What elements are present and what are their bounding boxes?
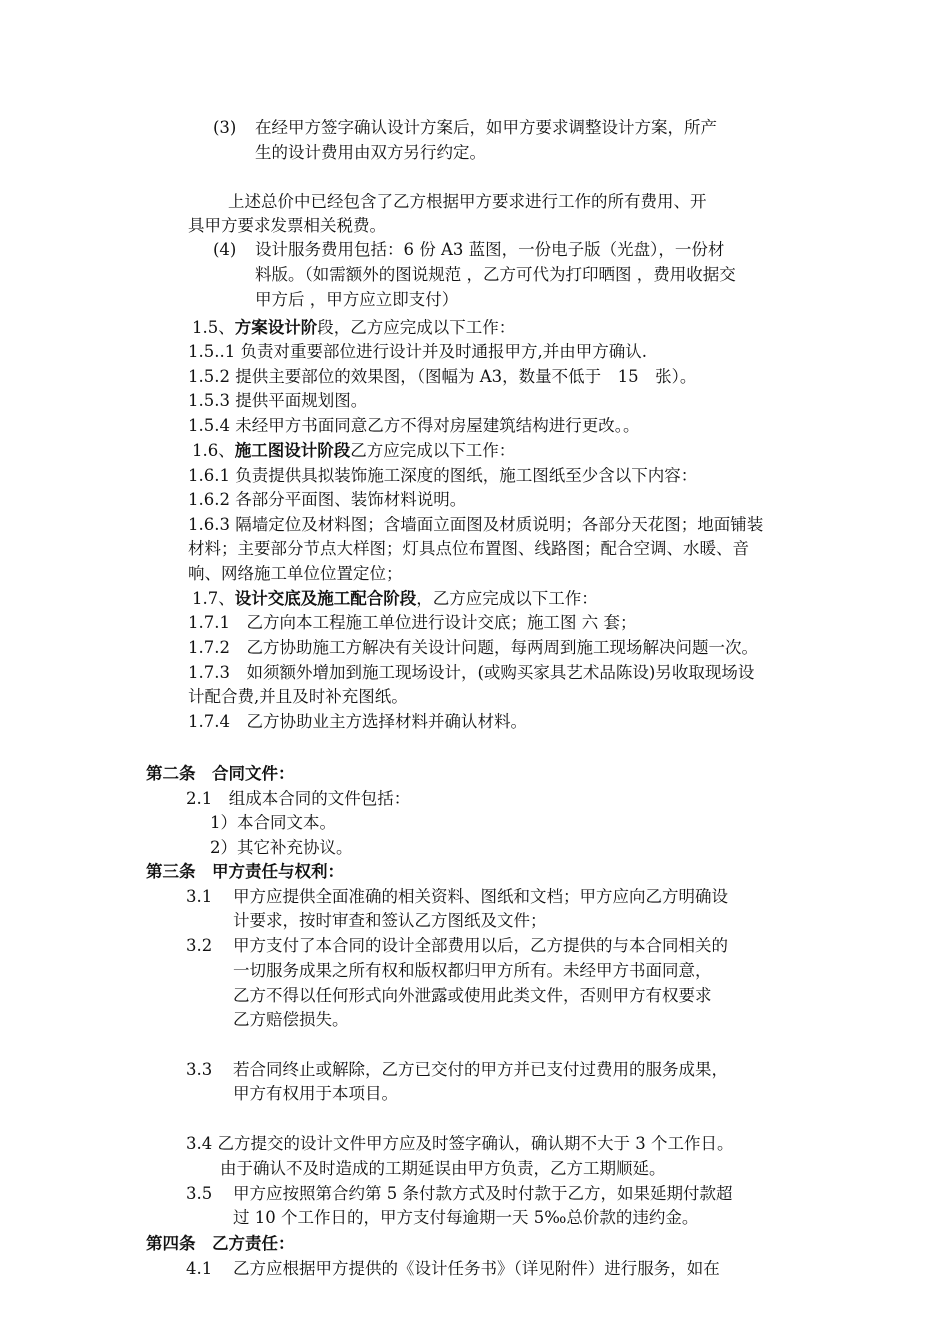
list-item: 1）本合同文本。 — [210, 813, 336, 832]
article-heading: 第三条 甲方责任与权利： — [146, 862, 344, 881]
list-item: 2）其它补充协议。 — [210, 838, 353, 857]
list-item: 材料；主要部分节点大样图；灯具点位布置图、线路图；配合空调、水暖、音 — [188, 539, 749, 558]
paragraph-line: 若合同终止或解除，乙方已交付的甲方并已支付过费用的服务成果， — [233, 1060, 728, 1079]
list-item: 1.7.2 乙方协助施工方解决有关设计问题，每两周到施工现场解决问题一次。 — [188, 638, 758, 657]
paragraph-line: 具甲方要求发票相关税费。 — [188, 216, 386, 235]
paragraph-line: 上述总价中已经包含了乙方根据甲方要求进行工作的所有费用、开 — [228, 192, 707, 211]
clause-number: 4.1 — [186, 1259, 213, 1278]
article-heading: 第二条 合同文件： — [146, 764, 295, 783]
section-number: 1.5、 — [192, 318, 235, 337]
section-title-rest: 乙方应完成以下工作： — [350, 441, 516, 460]
list-item: 1.7.1 乙方向本工程施工单位进行设计交底；施工图 六 套； — [188, 613, 637, 632]
paragraph-line: 由于确认不及时造成的工期延误由甲方负责，乙方工期顺延。 — [220, 1159, 666, 1178]
paragraph-line: 甲方应按照第合约第 5 条付款方式及时付款于乙方，如果延期付款超 — [233, 1184, 733, 1203]
clause-number: 3.2 — [186, 936, 213, 955]
list-item: 1.7.4 乙方协助业主方选择材料并确认材料。 — [188, 712, 527, 731]
paragraph-line: 甲方应提供全面准确的相关资料、图纸和文档；甲方应向乙方明确设 — [233, 887, 728, 906]
paragraph-line: 生的设计费用由双方另行约定。 — [255, 143, 486, 162]
clause-number: 3.5 — [186, 1184, 213, 1203]
section-heading-1-5 — [192, 316, 515, 340]
list-item: 1.6.3 隔墙定位及材料图；含墙面立面图及材质说明；各部分天花图；地面铺装 — [188, 515, 764, 534]
clause-number: 3.3 — [186, 1060, 213, 1079]
paragraph-line: 甲方后 ，甲方应立即支付） — [255, 290, 459, 309]
list-item: 1.6.1 负责提供具拟装饰施工深度的图纸，施工图纸至少含以下内容： — [188, 466, 698, 485]
paragraph-line: 3.4 乙方提交的设计文件甲方应及时签字确认，确认期不大于 3 个工作日。 — [186, 1134, 734, 1153]
paragraph-line: 设计服务费用包括：6 份 A3 蓝图，一份电子版（光盘），一份材 — [255, 240, 725, 259]
paragraph-line: 过 10 个工作日的，甲方支付每逾期一天 5‰总价款的违约金。 — [233, 1208, 699, 1227]
list-item: 1.6.2 各部分平面图、装饰材料说明。 — [188, 490, 467, 509]
section-title-rest: ，乙方应完成以下工作： — [416, 589, 598, 608]
paragraph-line: 2.1 组成本合同的文件包括： — [186, 789, 411, 808]
paragraph-line: 乙方赔偿损失。 — [233, 1010, 349, 1029]
list-item: 1.5.4 未经甲方书面同意乙方不得对房屋建筑结构进行更改。。 — [188, 416, 640, 435]
paragraph-line: 在经甲方签字确认设计方案后，如甲方要求调整设计方案，所产 — [255, 118, 717, 137]
item-number: (3) — [213, 118, 237, 137]
clause-number: 3.1 — [186, 887, 213, 906]
list-item: 1.7.3 如须额外增加到施工现场设计，(或购买家具艺术品陈设)另收取现场设 — [188, 663, 755, 682]
section-heading-1-6 — [192, 439, 515, 463]
paragraph-line: 计要求，按时审查和签认乙方图纸及文件； — [233, 911, 547, 930]
list-item: 1.5.3 提供平面规划图。 — [188, 391, 368, 410]
section-heading-1-7 — [192, 587, 598, 611]
section-number: 1.7、 — [192, 589, 235, 608]
paragraph-line: 甲方有权用于本项目。 — [233, 1084, 398, 1103]
paragraph-line: 一切服务成果之所有权和版权都归甲方所有。未经甲方书面同意， — [233, 961, 712, 980]
list-item: 1.5.2 提供主要部位的效果图，（图幅为 A3，数量不低于 15 张）。 — [188, 367, 697, 386]
section-title: 施工图设计阶段 — [234, 441, 351, 460]
section-title: 方案设计阶 — [234, 318, 318, 337]
paragraph-line: 甲方支付了本合同的设计全部费用以后，乙方提供的与本合同相关的 — [233, 936, 728, 955]
section-title-rest: 段，乙方应完成以下工作： — [317, 318, 516, 337]
article-heading: 第四条 乙方责任： — [146, 1234, 295, 1253]
section-title: 设计交底及施工配合阶段 — [234, 589, 417, 608]
list-item: 1.5..1 负责对重要部位进行设计并及时通报甲方,并由甲方确认. — [188, 342, 647, 361]
list-item: 计配合费,并且及时补充图纸。 — [188, 687, 408, 706]
paragraph-line: 料版。（如需额外的图说规范 ，乙方可代为打印晒图 ，费用收据交 — [255, 265, 736, 284]
paragraph-line: 乙方应根据甲方提供的《设计任务书》（详见附件）进行服务，如在 — [233, 1259, 720, 1278]
paragraph-line: 乙方不得以任何形式向外泄露或使用此类文件，否则甲方有权要求 — [233, 986, 712, 1005]
item-number: (4) — [213, 240, 237, 259]
section-number: 1.6、 — [192, 441, 235, 460]
list-item: 响、网络施工单位位置定位； — [188, 564, 403, 583]
